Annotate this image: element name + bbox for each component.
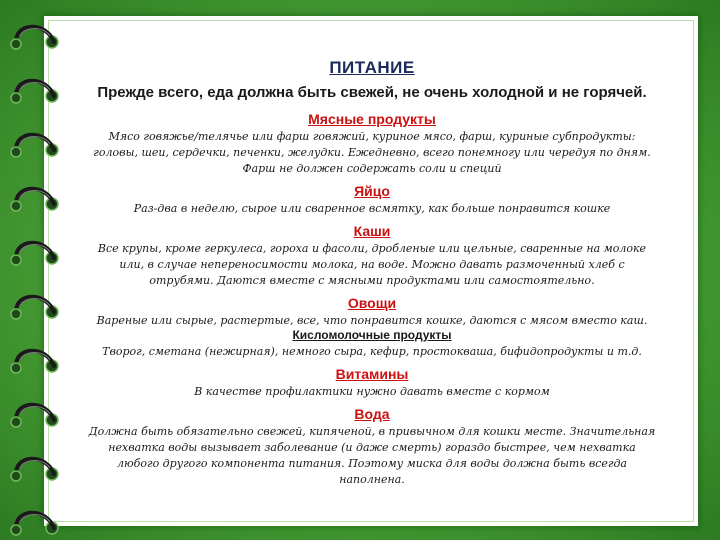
intro-text: Прежде всего, еда должна быть свежей, не очень холодной и не горячей.: [97, 84, 647, 101]
section-line: Мясо говяжье/телячье или фарш говяжий, куриное мясо, фарш, куриные субпродукты:: [108, 130, 636, 143]
section-line: Вареные или сырые, растертые, все, что понравится кошке, даются с мясом вместо каш.: [96, 314, 648, 327]
section-heading: Мясные продукты: [308, 111, 436, 127]
section-vegetables: [70, 294, 674, 328]
section-line: любого другого компонента питания. Поэтому миска для воды должна быть всегда: [116, 457, 627, 470]
binder-ring-icon: [11, 135, 58, 157]
section-line: нехватка воды вызывает заболевание (и даже смерть) гораздо быстрее, чем нехватка: [108, 441, 636, 454]
page-title: ПИТАНИЕ: [329, 58, 415, 77]
section-heading: Яйцо: [354, 183, 390, 199]
binder-ring-icon: [11, 189, 58, 211]
section-line: В качестве профилактики нужно давать вместе с кормом: [194, 385, 550, 398]
section-line: Творог, сметана (нежирная), немного сыра, кефир, простокваша, бифидопродукты и т.д.: [102, 345, 642, 358]
section-vitamins: [70, 365, 674, 399]
section-water: [70, 405, 674, 487]
section-porridge: [70, 222, 674, 288]
binder-ring-icon: [11, 513, 58, 535]
binder-ring-icon: [11, 405, 58, 427]
section-heading: Витамины: [335, 366, 409, 382]
section-heading: Овощи: [347, 295, 397, 311]
binder-ring-icon: [11, 351, 58, 373]
binder-ring-icon: [11, 81, 58, 103]
section-line: головы, шеи, сердечки, печенки, желудки. Ежедневно, всего понемногу или чередуя по дням.: [93, 146, 651, 159]
section-line: Раз-два в неделю, сырое или сваренное всмятку, как больше понравится кошке: [133, 202, 611, 215]
section-line: Фарш не должен содержать соли и специй: [242, 162, 502, 175]
section-heading: Кисломолочные продукты: [292, 328, 452, 342]
binder-ring-icon: [11, 297, 58, 319]
binder-rings: [0, 0, 80, 540]
section-meat: [70, 110, 674, 176]
section-egg: [70, 182, 674, 216]
section-heading: Вода: [354, 406, 390, 422]
section-heading: Каши: [353, 223, 391, 239]
binder-ring-icon: [11, 243, 58, 265]
section-line: или, в случае непереносимости молока, на воде. Можно давать размоченный хлеб с: [119, 258, 625, 271]
section-line: Все крупы, кроме геркулеса, гороха и фасоли, дробленые или цельные, сваренные на молоке: [97, 242, 647, 255]
section-line: Должна быть обязательно свежей, кипяченой, в привычном для кошки месте. Значительная: [88, 425, 656, 438]
section-dairy: [70, 328, 674, 359]
binder-ring-icon: [11, 27, 58, 49]
section-line: наполнена.: [339, 473, 405, 486]
page-content: [70, 58, 674, 487]
binder-ring-icon: [11, 459, 58, 481]
section-line: отрубями. Даются вместе с мясными продуктами или самостоятельно.: [149, 274, 595, 287]
